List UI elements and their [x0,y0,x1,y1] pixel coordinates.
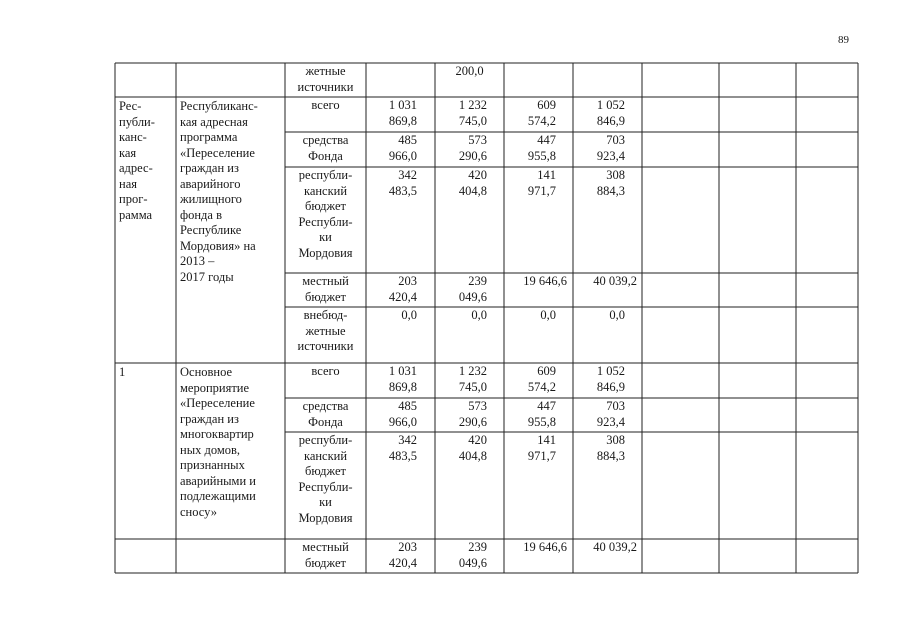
activity-total-v3: 1 052 846,9 [596,364,625,394]
activity-fund-v0: 485 966,0 [388,399,417,429]
program-republic-v0: 342 483,5 [388,168,417,198]
program-total-v2: 609 574,2 [527,98,556,128]
program-local-v0: 203 420,4 [388,274,417,304]
program-total-source: всего [311,98,340,112]
activity-total-v0: 1 031 869,8 [388,364,417,394]
activity-code: 1 [119,365,126,379]
last-v3: 40 039,2 [593,540,637,554]
activity-republic-v0: 342 483,5 [388,433,417,463]
last-v1: 239 049,6 [458,540,487,570]
program-offbudget-v1: 0,0 [471,308,487,322]
activity-name: Основное мероприятие «Переселение граждан из многоквартир ных домов, признанных аварийными и подлежащими сносу» [180,365,256,519]
page-number: 89 [838,34,849,46]
program-republic-source: республи- канский бюджет Республи- ки Мордовия [298,168,353,260]
program-offbudget-v0: 0,0 [401,308,417,322]
program-local-v2: 19 646,6 [523,274,567,288]
program-republic-v1: 420 404,8 [458,168,487,198]
activity-republic-source: республи- канский бюджет Республи- ки Мордовия [298,433,353,525]
activity-total-source: всего [311,364,340,378]
activity-fund-v2: 447 955,8 [527,399,556,429]
program-total-v3: 1 052 846,9 [596,98,625,128]
program-fund-v0: 485 966,0 [388,133,417,163]
program-code: Рес- публи- канс- кая адрес- ная прог- рамма [119,99,155,222]
program-republic-v2: 141 971,7 [527,168,556,198]
program-local-v1: 239 049,6 [458,274,487,304]
program-total-v0: 1 031 869,8 [388,98,417,128]
activity-republic-v1: 420 404,8 [458,433,487,463]
program-name: Республиканс- кая адресная программа «Переселение граждан из аварийного жилищного фонда в Республике Мордовия» на 2013 – 2017 годы [180,99,258,284]
program-republic-v3: 308 884,3 [596,168,625,198]
last-v0: 203 420,4 [388,540,417,570]
program-offbudget-v3: 0,0 [609,308,625,322]
program-fund-source: средства Фонда [302,133,349,163]
last-source: местный бюджет [302,540,349,570]
program-local-v3: 40 039,2 [593,274,637,288]
activity-republic-v2: 141 971,7 [527,433,556,463]
program-fund-v2: 447 955,8 [527,133,556,163]
activity-fund-v3: 703 923,4 [596,399,625,429]
program-offbudget-v2: 0,0 [540,308,556,322]
program-fund-v3: 703 923,4 [596,133,625,163]
program-fund-v1: 573 290,6 [458,133,487,163]
r0-value: 200,0 [455,64,484,78]
program-offbudget-source: внебюд- жетные источники [297,308,354,353]
program-local-source: местный бюджет [302,274,349,304]
last-v2: 19 646,6 [523,540,567,554]
r0-source: жетные источники [297,64,354,94]
activity-total-v1: 1 232 745,0 [458,364,487,394]
activity-fund-v1: 573 290,6 [458,399,487,429]
activity-total-v2: 609 574,2 [527,364,556,394]
program-total-v1: 1 232 745,0 [458,98,487,128]
activity-republic-v3: 308 884,3 [596,433,625,463]
activity-fund-source: средства Фонда [302,399,349,429]
